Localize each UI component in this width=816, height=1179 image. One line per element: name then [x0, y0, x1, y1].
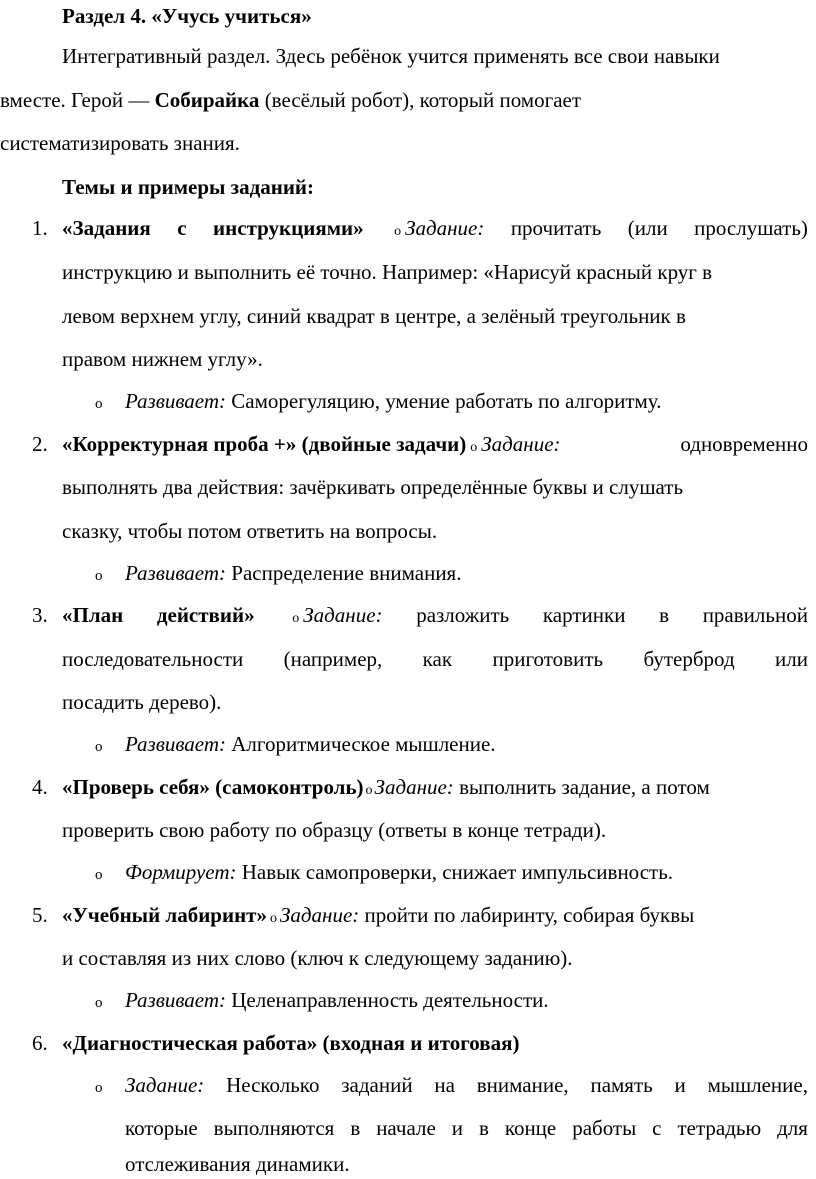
item-6-line-3: отслеживания динамики.	[125, 1152, 350, 1176]
bullet-icon: o	[95, 1080, 103, 1096]
item-2-number: 2.	[32, 432, 48, 456]
item-5-line-2: и составляя из них слово (ключ к следующему заданию).	[62, 946, 573, 970]
intro-line-1: Интегративный раздел. Здесь ребёнок учится применять все свои навыки	[62, 44, 720, 68]
bullet-icon: o	[95, 568, 103, 584]
item-3-line-3: посадить дерево).	[62, 690, 222, 714]
item-3-number: 3.	[32, 603, 48, 627]
item-5-develops: Развивает: Целенаправленность деятельности.	[125, 988, 549, 1012]
item-1-develops: Развивает: Саморегуляцию, умение работать по алгоритму.	[125, 389, 662, 413]
item-1-line-3: левом верхнем углу, синий квадрат в центре, а зелёный треугольник в	[62, 304, 686, 328]
item-4-line-2: проверить свою работу по образцу (ответы в конце тетради).	[62, 818, 607, 842]
item-2-develops: Развивает: Распределение внимания.	[125, 561, 462, 585]
item-5-number: 5.	[32, 903, 48, 927]
item-4-line-1: «Проверь себя» (самоконтроль) oЗадание: выполнить задание, а потом	[62, 775, 710, 799]
bullet-icon: o	[95, 739, 103, 755]
item-2-line-3: сказку, чтобы потом ответить на вопросы.	[62, 519, 438, 543]
item-3-develops: Развивает: Алгоритмическое мышление.	[125, 732, 496, 756]
item-5-line-1: «Учебный лабиринт» o Задание: пройти по лабиринту, собирая буквы	[62, 903, 695, 927]
item-4-forms: Формирует: Навык самопроверки, снижает импульсивность.	[125, 860, 674, 884]
item-6-number: 6.	[32, 1031, 48, 1055]
item-1-line-4: правом нижнем углу».	[62, 347, 263, 371]
bullet-icon: o	[292, 611, 300, 626]
section-title: Раздел 4. «Учусь учиться»	[62, 4, 312, 28]
item-1-number: 1.	[32, 216, 48, 240]
bullet-icon: o	[365, 783, 373, 798]
intro-line-3: систематизировать знания.	[0, 131, 240, 155]
bullet-icon: o	[95, 867, 103, 883]
item-3-line-1: «План действий» o Задание: разложить картинки в правильной	[62, 603, 808, 627]
item-6-line-1: Задание: Несколько заданий на внимание, память и мышление,	[125, 1073, 808, 1097]
item-1-line-2: инструкцию и выполнить её точно. Например: «Нарисуй красный круг в	[62, 260, 713, 284]
hero-name: Собирайка	[154, 88, 260, 112]
item-6-line-2: которые выполняются в начале и в конце работы с тетрадью для	[125, 1116, 808, 1140]
bullet-icon: o	[95, 995, 103, 1011]
intro-line-2: вместе. Герой — Собирайка (весёлый робот), который помогает	[0, 88, 582, 112]
item-1-line-1: «Задания с инструкциями» o Задание: прочитать (или прослушать)	[62, 216, 808, 240]
item-6-title: «Диагностическая работа» (входная и итоговая)	[62, 1031, 520, 1055]
topics-heading: Темы и примеры заданий:	[62, 175, 315, 199]
item-2-line-2: выполнять два действия: зачёркивать определённые буквы и слушать	[62, 475, 684, 499]
item-4-number: 4.	[32, 775, 48, 799]
bullet-icon: o	[470, 440, 478, 455]
bullet-icon: o	[95, 396, 103, 412]
item-2-line-1: «Корректурная проба +» (двойные задачи) o Задание: одновременно	[62, 432, 808, 456]
item-3-line-2: последовательности (например, как приготовить бутерброд или	[62, 647, 808, 671]
bullet-icon: o	[270, 911, 277, 926]
bullet-icon: o	[394, 224, 402, 239]
